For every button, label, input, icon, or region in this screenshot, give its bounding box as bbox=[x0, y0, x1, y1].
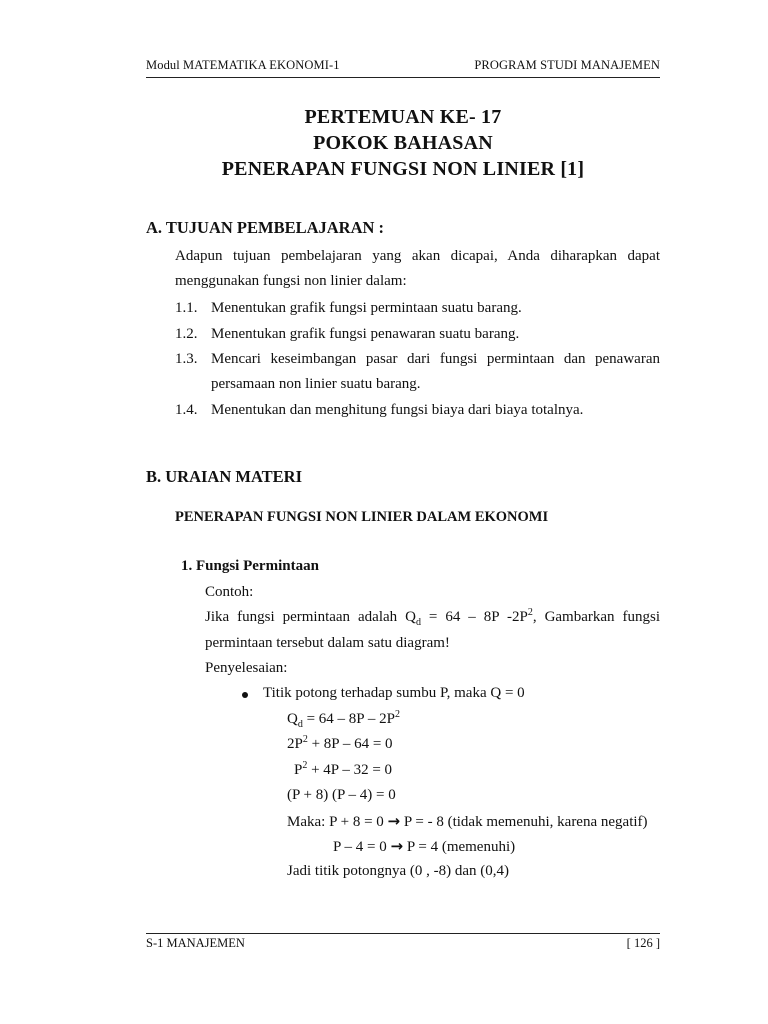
section-a-intro-line-1: Adapun tujuan pembelajaran yang akan dicapai, Anda diharapkan dapat bbox=[175, 248, 660, 264]
section-a-intro-line-2: menggunakan fungsi non linier dalam: bbox=[175, 273, 407, 289]
objective-text: Menentukan dan menghitung fungsi biaya dari biaya totalnya. bbox=[211, 402, 584, 418]
section-b-subheading: PENERAPAN FUNGSI NON LINIER DALAM EKONOMI bbox=[175, 509, 549, 525]
arrow-right-icon: → bbox=[387, 812, 401, 830]
objective-text: Mencari keseimbangan pasar dari fungsi permintaan dan penawaran bbox=[211, 351, 660, 367]
problem-statement-line-1: Jika fungsi permintaan adalah $Q_d = 64 - 8P$ $-2P^2$, Gambarkan fungsi bbox=[205, 607, 661, 628]
equation-4: (P + 8) (P – 4) = 0 bbox=[287, 787, 396, 803]
solution-label: Penyelesaian: bbox=[205, 660, 288, 676]
objective-number: 1.3. bbox=[175, 351, 198, 367]
item-1-title: 1. Fungsi Permintaan bbox=[181, 558, 319, 574]
section-a-heading: A. TUJUAN PEMBELAJARAN : bbox=[146, 218, 385, 237]
example-label: Contoh: bbox=[205, 584, 254, 600]
equation-5: Maka: P + 8 = 0 → P = - 8 (tidak memenuhi, karena negatif) bbox=[287, 812, 648, 830]
equation-7: Jadi titik potongnya (0 , -8) dan (0,4) bbox=[287, 863, 510, 879]
objective-text: Menentukan grafik fungsi penawaran suatu barang. bbox=[211, 326, 520, 342]
equation-6: P – 4 = 0 → P = 4 (memenuhi) bbox=[333, 837, 516, 855]
objective-number: 1.2. bbox=[175, 326, 198, 342]
title-line-3: PENERAPAN FUNGSI NON LINIER [1] bbox=[221, 158, 585, 180]
header-program-name: PROGRAM STUDI MANAJEMEN bbox=[474, 58, 660, 72]
footer-program: S-1 MANAJEMEN bbox=[146, 936, 245, 950]
footer-divider bbox=[146, 933, 660, 934]
section-b-heading: B. URAIAN MATERI bbox=[146, 467, 302, 486]
header-divider bbox=[146, 77, 660, 78]
header-module-title: Modul MATEMATIKA EKONOMI-1 bbox=[146, 58, 340, 72]
objective-text-continued: persamaan non linier suatu barang. bbox=[211, 376, 421, 392]
bullet-icon bbox=[242, 692, 248, 698]
title-line-1: PERTEMUAN KE- 17 bbox=[304, 106, 502, 128]
objective-number: 1.1. bbox=[175, 300, 198, 316]
title-line-2: POKOK BAHASAN bbox=[313, 132, 493, 154]
equation-3: $P^2 + 4P - 32 = 0$ bbox=[294, 760, 393, 778]
objective-number: 1.4. bbox=[175, 402, 198, 418]
problem-statement-line-2: permintaan tersebut dalam satu diagram! bbox=[205, 635, 450, 651]
objective-text: Menentukan grafik fungsi permintaan suatu barang. bbox=[211, 300, 522, 316]
page-number: [ 126 ] bbox=[626, 936, 660, 950]
arrow-right-icon: → bbox=[390, 837, 404, 855]
bullet-text: Titik potong terhadap sumbu P, maka Q = 0 bbox=[263, 685, 525, 701]
equation-2: $2P^2 + 8P - 64 = 0$ bbox=[287, 734, 393, 752]
equation-1: $Q_d = 64 - 8P - 2P^2$ bbox=[287, 709, 400, 730]
